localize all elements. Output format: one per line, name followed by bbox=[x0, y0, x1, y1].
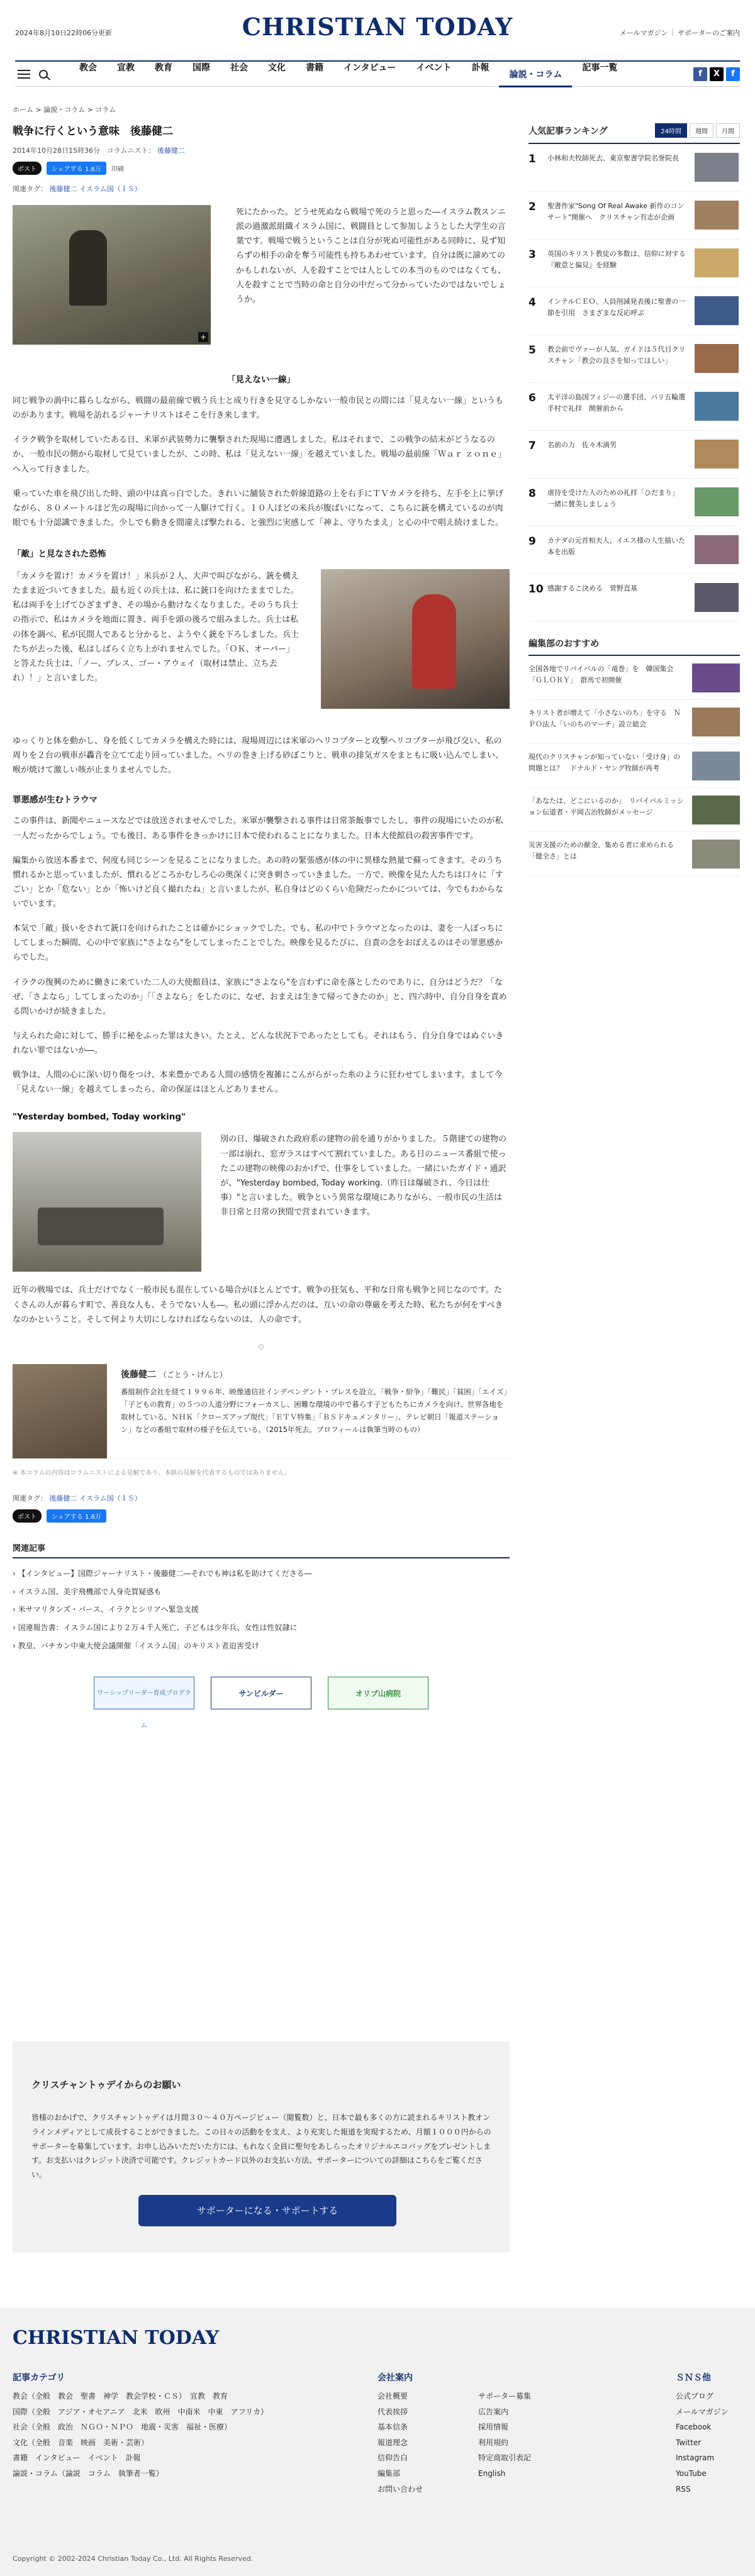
related-item[interactable]: › 【インタビュー】国際ジャーナリスト・後藤健二―それでも神は私を助けてくださる― bbox=[13, 1568, 312, 1578]
author-name bbox=[121, 1368, 227, 1380]
menu-icon[interactable] bbox=[18, 70, 30, 79]
recommend-item[interactable] bbox=[528, 656, 740, 700]
rank-title[interactable]: 教会前でヴァーが人気、ガイドは５代目クリスチャン「教会の良さを知ってほしい」 bbox=[547, 345, 686, 365]
rank-number: 3 bbox=[528, 248, 536, 261]
facebook-share-button[interactable]: シェアする 1.6万 bbox=[47, 1509, 106, 1523]
paragraph: 別の日、爆破された政府系の建物の前を通りがかりました。５階建ての建物の一部は崩れ、窓ガラスはすべて割れていました。ある日のニュース番組で使ったこの建物の映像のおかげで、仕事をしていました。一緒にいたガイド・通訳が、"Yesterday bombed, Today working.（昨日は爆破され、今日は仕事）"と言いました。戦争という異常な環境にありながら、一般市民の生活は非日常と日常の狭間で営まれていきます。 bbox=[220, 1135, 507, 1217]
rank-number: 2 bbox=[528, 201, 536, 213]
update-date: 2024年8月10日22時06分更新 bbox=[15, 29, 112, 37]
rank-title[interactable]: 英国のキリスト教徒の多数は、信仰に対する『敵意と偏見』を経験 bbox=[547, 250, 686, 269]
rank-number: 4 bbox=[528, 296, 536, 309]
recommend-item[interactable] bbox=[528, 832, 740, 876]
rank-number: 10 bbox=[528, 583, 544, 596]
rank-thumbnail bbox=[695, 153, 739, 182]
company-link[interactable]: 代表挨拶 bbox=[378, 2407, 408, 2416]
support-heading: クリスチャントゥデイからのお願い bbox=[31, 2079, 181, 2090]
article-date: 2014年10月28日15時36分 bbox=[13, 147, 100, 155]
ranking-item[interactable] bbox=[528, 574, 740, 622]
rank-title[interactable]: 虐待を受けた人のための礼拝「ひだまり」 一緒に賛美しましょう bbox=[547, 489, 683, 508]
tags-label: 関連タグ： bbox=[13, 1494, 47, 1502]
banner-sunbuilder[interactable]: サンビルダー bbox=[211, 1677, 311, 1709]
related-item-label[interactable]: 米サマリタンズ・パース、イラクとシリアへ緊急支援 bbox=[18, 1605, 199, 1614]
company-links bbox=[378, 2389, 466, 2497]
related-list bbox=[13, 1565, 510, 1655]
child-with-gun-photo[interactable] bbox=[321, 569, 510, 709]
nav-item-opinion[interactable]: 論説・コラム bbox=[499, 61, 572, 87]
expand-icon[interactable]: + bbox=[198, 332, 208, 342]
sns-link[interactable]: Facebook bbox=[676, 2423, 712, 2432]
rank-number: 6 bbox=[528, 392, 536, 404]
rank-title[interactable]: 名前の力 佐々木満男 bbox=[547, 441, 617, 449]
sns-link[interactable]: Twitter bbox=[676, 2438, 702, 2447]
social-icons bbox=[693, 67, 740, 81]
intro-block bbox=[13, 205, 510, 362]
recommend-title-text[interactable]: 災害支援のための献金、集める者に求められる「健全さ」とは bbox=[528, 841, 674, 860]
paragraph: 本気で「敵」扱いをされて銃口を向けられたことは確かにショックでした。でも、私の中でトラウマとなったのは、妻を一人ぼっちにしてしまった瞬間、心の中で家族に"さよなら"をしてしまったことでした。映像を見るたびに、自責の念をおぼえるのはその罪悪感からでした。 bbox=[13, 924, 503, 963]
ruins-photo[interactable] bbox=[13, 1132, 201, 1272]
recommend-thumbnail bbox=[692, 663, 740, 692]
related-item-label[interactable]: 国連報告書：イスラム国により２万４千人死亡、子どもは少年兵、女性は性奴隷に bbox=[18, 1623, 298, 1633]
recommend-thumbnail bbox=[692, 796, 740, 824]
ranking-item[interactable] bbox=[528, 192, 740, 240]
related-item[interactable]: › 米サマリタンズ・パース、イラクとシリアへ緊急支援 bbox=[13, 1605, 199, 1614]
category-links bbox=[13, 2389, 352, 2482]
company-link[interactable]: 採用情報 bbox=[478, 2423, 509, 2432]
rank-thumbnail bbox=[695, 535, 739, 564]
sns-link[interactable]: YouTube bbox=[676, 2468, 707, 2478]
rank-number: 8 bbox=[528, 487, 536, 500]
related-item[interactable]: › 教皇、バチカン中東大使会議開催「イスラム国」のキリスト者迫害受け bbox=[13, 1641, 259, 1650]
separator: | bbox=[671, 28, 674, 36]
recommend-title: 編集部のおすすめ bbox=[528, 639, 600, 649]
ranking-title: 人気記事ランキング bbox=[528, 126, 608, 136]
nav-item-education[interactable]: 教育 bbox=[155, 62, 172, 73]
paragraph: 与えられた命に対して、勝手に秘をふった罪は大きい。たとえ、どんな状況下であったとしても。それはもう、自分自身ではぬぐいきれない罪ではないか―。 bbox=[13, 1031, 504, 1055]
company-link[interactable]: 利用規約 bbox=[478, 2438, 509, 2447]
paragraph: 編集から放送本番まで、何度も同じシーンを見ることになりました。あの時の緊張感が体の中に異様な熱量で蘇ってきます。そのうち慣れるかと思っていましたが、慣れるどころかむしろ心の奥深くに突き刺さっていきました。一方で、映像を見た人たちは口々に「すごい」とか「危ない」とか「怖いけど良く撮れたね」と言いましたが、私自身はどのくらい危険だったかについては、今でもわからないでいます。 bbox=[13, 855, 503, 909]
facebook-page-icon[interactable]: f bbox=[726, 67, 740, 81]
ranking-header bbox=[528, 123, 740, 144]
nav-item-international[interactable]: 国際 bbox=[193, 62, 210, 73]
rank-thumbnail bbox=[695, 487, 739, 516]
article-role: コラムニスト： bbox=[106, 147, 155, 155]
facebook-icon[interactable]: f bbox=[693, 67, 707, 81]
sns-link[interactable]: RSS bbox=[676, 2484, 691, 2494]
related-item[interactable]: › イスラム国、美宇飛機部で人身売買疑惑も bbox=[13, 1587, 162, 1596]
category-link[interactable]: 文化（全般 音楽 映画 美術・芸術） bbox=[13, 2438, 149, 2447]
nav-item-books[interactable]: 書籍 bbox=[306, 62, 323, 73]
recommend-title-text[interactable]: 現代のクリスチャンが知っていない「受け身」の問題とは？ ドナルド・ヤング牧師が再考 bbox=[528, 753, 681, 772]
ranking-item[interactable] bbox=[528, 335, 740, 383]
article bbox=[13, 104, 510, 1729]
ranking-item[interactable] bbox=[528, 479, 740, 526]
nav-item-event[interactable]: イベント bbox=[416, 62, 452, 73]
rank-thumbnail bbox=[695, 440, 739, 469]
nav-items bbox=[69, 61, 627, 87]
sns-heading: ＳＮＳ他 bbox=[676, 2373, 711, 2383]
rank-thumbnail bbox=[695, 201, 739, 230]
company-link[interactable]: English bbox=[478, 2468, 506, 2478]
company-link[interactable]: 信仰告白 bbox=[378, 2453, 408, 2463]
site-logo[interactable]: CHRISTIAN TODAY bbox=[242, 13, 513, 41]
banner-worship[interactable]: ワーシップリーダー育成プログラム bbox=[94, 1677, 194, 1709]
recommend-title-text[interactable]: キリスト者が増えて「小さないのち」を守る ＮＰＯ法人「いのちのマーチ」設立総会 bbox=[528, 709, 681, 728]
ranking-item[interactable] bbox=[528, 431, 740, 479]
sns-link[interactable]: メールマガジン bbox=[676, 2407, 729, 2416]
rank-thumbnail bbox=[695, 583, 739, 612]
become-supporter-button[interactable]: サポーターになる・サポートする bbox=[138, 2195, 396, 2226]
facebook-share-button[interactable]: シェアする 1.6万 bbox=[47, 162, 106, 175]
disclaimer: ※ 本コラムの内容はコラムニストによる見解であり、本紙の見解を代表するものではありません。 bbox=[13, 1469, 291, 1477]
rank-title[interactable]: 聖書作家"Song Of Real Awake 新作のコンサート"開催へ クリスチャン有志が企画 bbox=[547, 202, 685, 221]
author-name-text: 後藤健二 bbox=[121, 1369, 156, 1380]
sidebar bbox=[528, 123, 740, 876]
rank-title[interactable]: 小林和夫牧師死去、東京聖書学院名誉院長 bbox=[547, 154, 679, 162]
banner-olive-hospital[interactable]: オリブ山病院 bbox=[328, 1677, 428, 1709]
paragraph: 「カメラを置け！カメラを置け！」米兵が２人、大声で叫びながら、銃を構えたまま近づいてきました。最も近くの兵士は、私に銃口を向けたままでした。私は両手を上げてひざまずき、その場から動けなくなりました。そのうち兵士の指示で、私はカメラを地面に置き、両手を頭の後ろで組みました。兵士は私の体を調べ、私が民間人であると分かると、ようやく銃を下ろしました。兵士たちが去った後、私はしばらく立ち上がれませんでした。「ＯＫ、オーバー」と答えた兵士は、「ノー、プレス、ゴー・アウェイ（取材は禁止、立ち去れ）！」と言いました。 bbox=[13, 572, 299, 683]
ranking-item[interactable] bbox=[528, 240, 740, 287]
ranking-item[interactable] bbox=[528, 287, 740, 335]
rank-title[interactable]: カナダの元首相夫人、イエス様の人生描いた本を出版 bbox=[547, 536, 686, 556]
share-bar-bottom bbox=[13, 1509, 510, 1523]
tags-label: 関連タグ： bbox=[13, 185, 47, 193]
tag-links[interactable]: 後藤健二 イスラム国（ＩＳ） bbox=[49, 185, 142, 193]
nav-item-obituary[interactable]: 訃報 bbox=[471, 62, 489, 73]
related-item-label[interactable]: イスラム国、美宇飛機部で人身売買疑惑も bbox=[18, 1587, 162, 1596]
bombed-block bbox=[13, 1132, 510, 1280]
ranking-tabs bbox=[655, 123, 740, 138]
rank-thumbnail bbox=[695, 296, 739, 325]
paragraph: ゆっくりと体を動かし、身を低くしてカメラを構えた時には、現場周辺には米軍のヘリコプターと攻撃ヘリコプターが飛び交い、私の周りを２台の戦車が轟音を立てて走り回っていました。ヘリの巻き上げる砂ぼこりと、戦車の排気ガスをまともに吸い込んでしまい、喉が焼けて激しい咳が止まりませんでした。 bbox=[13, 736, 504, 775]
recommend-thumbnail bbox=[692, 840, 740, 869]
recommend-title-text[interactable]: 「あなたは、どこにいるのか」 リバイバルミッション伝道者・平岡吉治牧師がメッセージ bbox=[528, 797, 684, 816]
tank-wreck bbox=[38, 1208, 164, 1245]
sns-links bbox=[676, 2389, 745, 2497]
paragraph: 乗っていた車を飛び出した時、頭の中は真っ白でした。きれいに舗装された幹線道路の上を右手にＴＶカメラを持ち、左手を上に挙げながら、８０メートルほど先の現場に向かって一人駆けて行く。１０人ほどの米兵が腹ばいになって、こちらに銃を構えているのが肉眼でも十分認識できました。少しでも動きを間違えば撃たれる、と強烈に実感して「神よ、守りたまえ」と心の中で唱え続けました。 bbox=[13, 489, 504, 528]
print-button[interactable]: 印刷 bbox=[111, 166, 124, 173]
related-tags bbox=[13, 184, 510, 194]
support-text: 皆様のおかげで、クリスチャントゥデイは月間３０〜４０万ページビュー（閲覧数）と、日本で最も多くの方に読まれるキリスト教オンラインメディアとして成長することができました。この日々の活動をを支え、より充実した報道を実現するため、月額１０００円からのサポーターを募集しています。お申し込みいただいた方には、もれなく全員に聖句をあしらったオリジナルエコバッグをプレゼントします。お支払いはクレジット決済で可能です。クレジットカード以外のお支払い方法、サポーターについての詳細はこちらをご覧ください。 bbox=[31, 2113, 491, 2180]
related-heading: 関連記事 bbox=[13, 1541, 510, 1558]
tab-24h[interactable]: 24時間 bbox=[655, 123, 687, 138]
recommend-header bbox=[528, 637, 740, 656]
category-link[interactable]: 国際（全般 アジア・オセアニア 北米 欧州 中南米 中東 アフリカ） bbox=[13, 2407, 268, 2416]
soldier-photo[interactable] bbox=[13, 205, 211, 345]
main-nav bbox=[15, 60, 740, 87]
related-item[interactable]: › 国連報告書：イスラム国により２万４千人死亡、子どもは少年兵、女性は性奴隷に bbox=[13, 1623, 298, 1633]
company-link[interactable]: 広告案内 bbox=[478, 2407, 509, 2416]
banner-row bbox=[13, 1677, 510, 1729]
intro-paragraph: 死にたかった。どうせ死ぬなら戦場で死のうと思った―イスラム教スンニ派の過激派組織イスラム国に、戦闘員として参加しようとした大学生の言葉です。戦場で戦うということは自分が死ぬ可能性がある同時に、見ず知らずの相手の命を奪う可能性も持ちあわせています。自分は既に諦めてのかもしれないが、人を殺すことでは人としての本当のものではなくても、人を殺すことで当時の命と自分の中だって分かっていたのではないでしょうか。 bbox=[236, 208, 506, 304]
nav-item-mission[interactable]: 宣教 bbox=[117, 62, 135, 73]
author-link[interactable]: 後藤健二 bbox=[157, 147, 185, 155]
nav-item-all-articles[interactable]: 記事一覧 bbox=[582, 62, 618, 73]
article-title: 戦争に行くという意味 後藤健二 bbox=[13, 125, 173, 138]
fear-block bbox=[13, 569, 510, 726]
support-box bbox=[13, 2041, 510, 2253]
related-item-label[interactable]: 【インタビュー】国際ジャーナリスト・後藤健二―それでも神は私を助けてくださる― bbox=[18, 1568, 312, 1578]
section-heading: 「敵」と見なされた恐怖 bbox=[13, 549, 106, 559]
rank-thumbnail bbox=[695, 248, 739, 277]
related-item-label[interactable]: 教皇、バチカン中東大使会議開催「イスラム国」のキリスト者迫害受け bbox=[18, 1641, 259, 1650]
nav-item-church[interactable]: 教会 bbox=[79, 62, 97, 73]
x-post-button[interactable]: ポスト bbox=[13, 1509, 42, 1523]
top-links bbox=[620, 28, 740, 38]
author-kana: （ごとう・けんじ） bbox=[159, 1370, 227, 1379]
article-meta bbox=[13, 145, 510, 155]
category-heading: 記事カテゴリ bbox=[13, 2373, 65, 2383]
company-links-2 bbox=[478, 2389, 566, 2482]
sns-link[interactable]: 公式ブログ bbox=[676, 2392, 714, 2401]
nav-item-culture[interactable]: 文化 bbox=[268, 62, 286, 73]
paragraph: 近年の戦場では、兵士だけでなく一般市民も混在している場合がほとんどです。戦争の狂気も、平和な日常も戦争と同じなのです。たくさんの人が暮らす町で、善良な人も、そうでない人も―。私の頭に浮かんだのは、互いの命の尊厳を考えた時、私たちが何をすべきなのかということ。そして何より大切にしなければならないのは、人の命です。 bbox=[13, 1285, 503, 1324]
paragraph: 戦争は、人間の心に深い切り傷をつけ、本来豊かである人間の感情を複雑にこんがらがった糸のように狂わせてしまいます。まして今「見えない一線」を越えてしまったら、命の保証はほとんどありません。 bbox=[13, 1070, 503, 1095]
rank-title[interactable]: 感謝するこ決める 菅野直基 bbox=[547, 584, 637, 592]
tag-links[interactable]: 後藤健二 イスラム国（ＩＳ） bbox=[49, 1494, 142, 1502]
category-link[interactable]: 社会（全般 政治 ＮＧＯ・ＮＰＯ 地震・災害 福祉・医療） bbox=[13, 2423, 232, 2432]
section-heading: "Yesterday bombed, Today working" bbox=[13, 1112, 186, 1123]
recommend-item[interactable] bbox=[528, 700, 740, 744]
tab-weekly[interactable]: 週間 bbox=[690, 123, 713, 138]
rank-title[interactable]: 太平洋の島国フィジーの選手団、パリ五輪選手村で礼拝 開催前から bbox=[547, 393, 686, 413]
rank-thumbnail bbox=[695, 344, 739, 373]
paragraph: この事件は、新聞やニュースなどでは放送されませんでした。米軍が襲撃される事件は日常茶飯事でしたし、事件の現場にいたのが私一人だったからでしょう。でも後日、ある事件をきっかけに日本で使われることになりました。日本大使館員の殺害事件です。 bbox=[13, 816, 503, 841]
paragraph: イラク戦争を取材していたある日、米軍が武装勢力に襲撃された現場に遭遇しました。私はそれまで、この戦争の結末がどうなるのか、一般市民の側から取材して見ていましたが、この時、私は「見えない一線」を越えていました。戦場の最前線「Ｗａｒ ｚｏｎｅ」へ入って行きました。 bbox=[13, 435, 506, 474]
nav-item-interview[interactable]: インタビュー bbox=[344, 62, 396, 73]
divider-icon: ◇ bbox=[258, 1341, 264, 1352]
ranking-item[interactable] bbox=[528, 526, 740, 574]
breadcrumb[interactable]: ホーム > 論説・コラム > コラム bbox=[13, 106, 116, 114]
company-link[interactable]: 基本信条 bbox=[378, 2423, 408, 2432]
supporter-link[interactable]: サポーターのご案内 bbox=[678, 29, 740, 37]
rank-title[interactable]: インテルＣＥＯ、人員削減発表後に聖書の一節を引用 さまざまな反応呼ぶ bbox=[547, 297, 686, 317]
rank-number: 5 bbox=[528, 344, 536, 357]
rank-number: 1 bbox=[528, 153, 536, 165]
soldier-figure bbox=[69, 230, 107, 306]
footer-logo[interactable]: CHRISTIAN TODAY bbox=[13, 2327, 220, 2349]
recommend-thumbnail bbox=[692, 752, 740, 780]
company-link[interactable]: 編集部 bbox=[378, 2468, 401, 2478]
recommend-thumbnail bbox=[692, 708, 740, 736]
company-link[interactable]: お問い合わせ bbox=[378, 2484, 423, 2494]
section-heading: 「見えない一線」 bbox=[227, 375, 295, 385]
author-photo bbox=[13, 1364, 107, 1458]
recommend-item[interactable] bbox=[528, 788, 740, 832]
recommend-title-text[interactable]: 全国各地でリバイバルの「竜巻」を 韓国集会「ＧＬＯＲＹ」 群馬で初開催 bbox=[528, 665, 674, 684]
category-link[interactable]: 書籍 インタビュー イベント 訃報 bbox=[13, 2453, 141, 2463]
author-box bbox=[13, 1364, 510, 1458]
section-heading: 罪悪感が生むトラウマ bbox=[13, 795, 98, 806]
category-link[interactable]: 論説・コラム（論説 コラム 執筆者一覧） bbox=[13, 2468, 164, 2478]
related-tags-bottom bbox=[13, 1493, 510, 1503]
author-bio: 番組制作会社を経て１９９６年、映像通信社インデペンデント・プレスを設立。「戦争・紛争」「難民」「貧困」「エイズ」「子どもの教育」の５つの人道分野にフォーカスし、困難な環境の中で暮らす子どもたちにカメラを向け、世界各地を取材している。ＮＨＫ「クローズアップ現代」「ＥＴＶ特集」「ＢＳドキュメンタリー」、テレビ朝日「報道ステーション」などの番組で取材の様子を伝えている。（2015年死去。プロフィールは執筆当時のもの） bbox=[121, 1387, 508, 1435]
sns-link[interactable]: Instagram bbox=[676, 2453, 715, 2463]
tab-monthly[interactable]: 月間 bbox=[716, 123, 740, 138]
company-link[interactable]: サポーター募集 bbox=[478, 2392, 532, 2401]
company-heading: 会社案内 bbox=[378, 2373, 413, 2383]
recommend-item[interactable] bbox=[528, 744, 740, 788]
rank-number: 9 bbox=[528, 535, 536, 548]
child-figure bbox=[412, 594, 456, 689]
category-link[interactable]: 教会（全般 教会 聖書 神学 教会学校・ＣＳ） 宣教 教育 bbox=[13, 2392, 228, 2401]
nav-item-society[interactable]: 社会 bbox=[230, 62, 248, 73]
search-icon[interactable] bbox=[39, 70, 48, 79]
copyright: Copyright © 2002-2024 Christian Today Co., Ltd. All Rights Reserved. bbox=[13, 2555, 254, 2563]
paragraph: イラクの復興のために働きに来ていた二人の大使館員は、家族に"さよなら"を言わずに命を落としたのでありに、自分はどうだ？「なぜ、「さよなら」してしまったのか」「「さよなら」をしたのに、なぜ、おまえは生きて帰ってきたのか」と、四六時中、自分自身を責める問いかけが続きました。 bbox=[13, 977, 507, 1016]
company-link[interactable]: 報道理念 bbox=[378, 2438, 408, 2447]
newsletter-link[interactable]: メールマガジン bbox=[619, 29, 668, 37]
site-footer bbox=[0, 2308, 755, 2576]
site-header bbox=[0, 0, 755, 54]
share-bar bbox=[13, 162, 510, 175]
company-link[interactable]: 会社概要 bbox=[378, 2392, 408, 2401]
company-link[interactable]: 特定商取引表記 bbox=[478, 2453, 532, 2463]
rank-thumbnail bbox=[695, 392, 739, 421]
x-icon[interactable]: X bbox=[710, 67, 724, 81]
ranking-item[interactable] bbox=[528, 383, 740, 431]
rank-number: 7 bbox=[528, 440, 536, 452]
x-post-button[interactable]: ポスト bbox=[13, 162, 42, 175]
ranking-item[interactable] bbox=[528, 144, 740, 192]
paragraph: 同じ戦争の渦中に暮らしながら、戦闘の最前線で戦う兵士と成り行きを見守るしかない一般市民との間には「見えない一線」というものがあります。戦場を訪れるジャーナリストはそこを行き来します。 bbox=[13, 396, 504, 421]
